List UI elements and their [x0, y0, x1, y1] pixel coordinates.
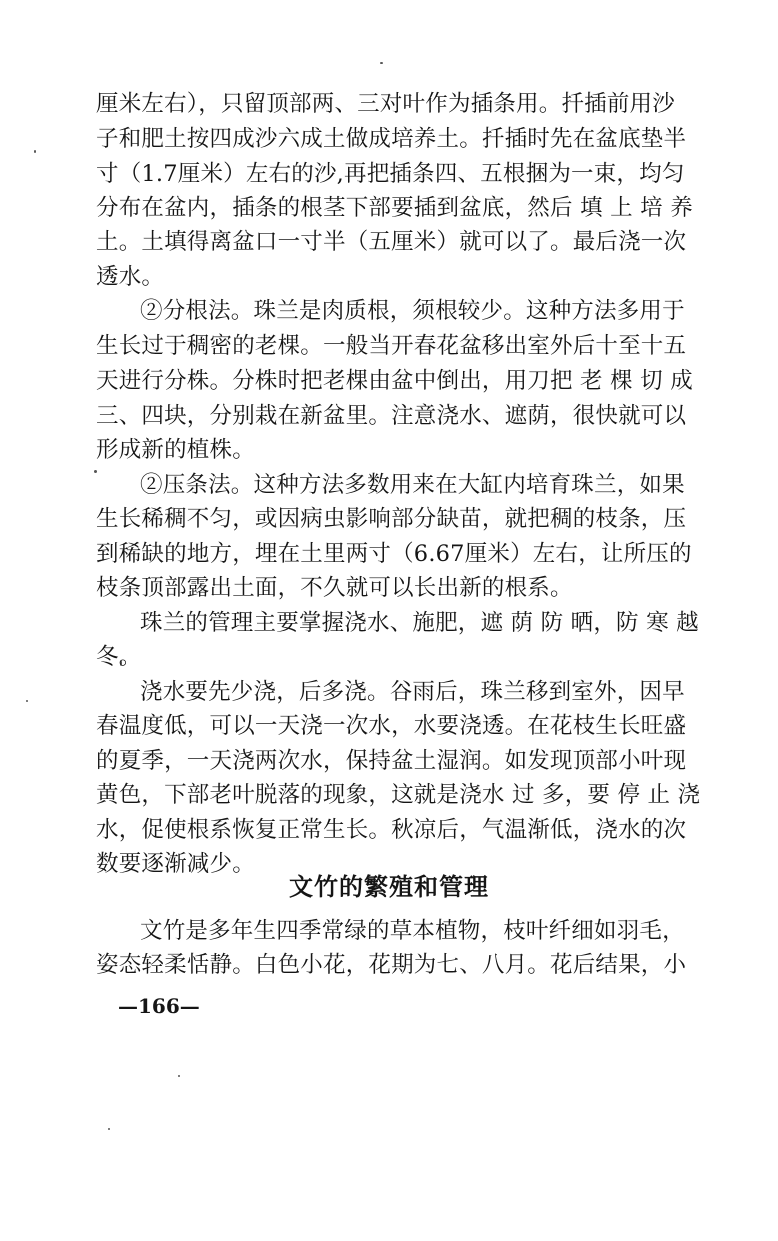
scan-speck	[34, 150, 36, 153]
text-line: 的夏季，一天浇两次水，保持盆土湿润。如发现顶部小叶现	[96, 748, 687, 774]
text-line: 形成新的植株。	[96, 437, 255, 463]
section-heading: 文竹的繁殖和管理	[289, 872, 489, 901]
text-line: ②分根法。珠兰是肉质根，须根较少。这种方法多用于	[140, 298, 685, 324]
text-line: ②压条法。这种方法多数用来在大缸内培育珠兰，如果	[140, 472, 685, 498]
text-line: 分布在盆内，插条的根茎下部要插到盆底，然后 填 上 培 养	[96, 195, 693, 221]
scan-speck	[380, 62, 383, 64]
text-line: 寸（1.7厘米）左右的沙,再把插条四、五根捆为一束，均匀	[96, 161, 685, 187]
text-line: 冬。	[96, 644, 142, 670]
scan-speck	[108, 1128, 110, 1130]
text-line: 珠兰的管理主要掌握浇水、施肥，遮 荫 防 晒，防 寒 越	[140, 610, 699, 636]
text-line: 到稀缺的地方，埋在土里两寸（6.67厘米）左右，让所压的	[96, 541, 692, 567]
text-line: 厘米左右），只留顶部两、三对叶作为插条用。扦插前用沙	[96, 91, 675, 117]
text-line: 透水。	[96, 264, 165, 290]
text-line: 生长过于稠密的老棵。一般当开春花盆移出室外后十至十五	[96, 333, 687, 359]
scan-speck	[178, 1075, 180, 1077]
text-line: 姿态轻柔恬静。白色小花，花期为七、八月。花后结果，小	[96, 952, 687, 978]
text-line: 子和肥土按四成沙六成土做成培养土。扦插时先在盆底垫半	[96, 126, 687, 152]
text-line: 数要逐渐减少。	[96, 851, 255, 877]
text-line: 文竹是多年生四季常绿的草本植物，枝叶纤细如羽毛，	[140, 918, 685, 944]
scan-speck	[26, 700, 28, 702]
scan-speck	[94, 470, 97, 473]
text-line: 浇水要先少浇，后多浇。谷雨后，珠兰移到室外，因早	[140, 679, 685, 705]
text-line: 三、四块，分别栽在新盆里。注意浇水、遮荫，很快就可以	[96, 403, 687, 429]
text-line: 枝条顶部露出土面，不久就可以长出新的根系。	[96, 575, 573, 601]
text-line: 土。土填得离盆口一寸半（五厘米）就可以了。最后浇一次	[96, 229, 687, 255]
text-line: 水，促使根系恢复正常生长。秋凉后，气温渐低，浇水的次	[96, 817, 687, 843]
text-line: 生长稀稠不匀，或因病虫影响部分缺苗，就把稠的枝条，压	[96, 506, 687, 532]
text-line: 黄色，下部老叶脱落的现象，这就是浇水 过 多，要 停 止 浇	[96, 782, 701, 808]
page-number: —166—	[118, 994, 200, 1018]
text-line: 春温度低，可以一天浇一次水，水要浇透。在花枝生长旺盛	[96, 713, 687, 739]
text-line: 天进行分株。分株时把老棵由盆中倒出，用刀把 老 棵 切 成	[96, 368, 693, 394]
